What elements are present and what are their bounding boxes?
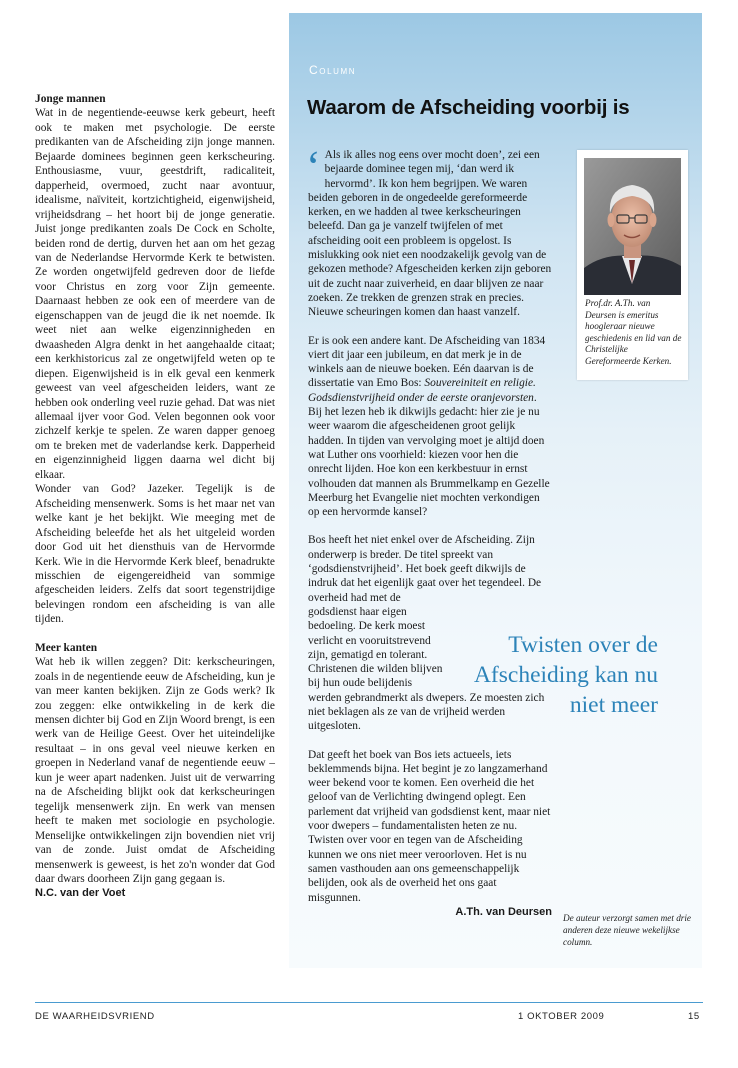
author-photo-card [577,150,688,380]
paragraph: Wat in de negentiende-eeuwse kerk gebeurt, heeft ook te maken met psychologie. De eerste predikanten van de Afscheiding zijn jonge mannen. Bejaarde dominees beginnen geen kerkscheuring. Enthousiasme, vuur, geestdrift, radicaliteit, dapperheid, overmoed, zucht naar avontuur, idealisme, naïviteit, kortzichtigheid, eigenwijsheid, vrijheidsdrang – het hoort bij de jonge generatie. Juist jonge predikanten zoals De Cock en Scholte, beiden rond de dertig, durven het aan om het gezag van de Nederlandse Hervormde Kerk te betwisten. Ze worden ongetwijfeld gedreven door de liefde voor Christus en zorg voor Zijn gemeente. Daarnaast hebben ze ook een of meerdere van de eigenschappen van de jeugd die ik net noemde. Ik weet niet aan welke eigenzinnigheden en dwaasheden Algra denkt in het aangehaalde citaat; een kerkhistoricus zal ze ongetwijfeld weten op te diepen. Eigenwijsheid is in elk geval een kenmerk geweest van veel afgescheiden leiders, want ze hebben ook onderling veel ruzie gehad. Dat was niet allemaal ijver voor God. Velen begonnen ook voor zichzelf kerkje te spelen. Ze waren dapper genoeg om te breken met de vaderlandse kerk. Dapperheid en eigenzinnigheid liggen daarna wel dicht bij elkaar. [35,107,275,481]
footer-divider [35,1002,703,1003]
paragraph-narrow: overheid had met de godsdienst haar eigen bedoeling. De kerk moest verlicht en vooruitstrevend zijn, gematigd en tolerant. Christenen die wilden blijven bij hun oude belijdenis [308,591,443,690]
paragraph-text: . Bij het lezen heb ik dikwijls gedacht: hier zie je nu weer waarom die afgescheidenen groot gelijk hadden. In tijden van vervolging moet je altijd doen wat Luther ons voorhield: kiezen voor hen die onrecht lijden. Hoe kon een kerkbestuur in ernst volhouden dat mannen als Brummelkamp en Gezelle Meerburg het Evangelie niet mochten verkondigen op een hervormde kansel? [308,391,550,519]
section-label: Column [309,63,357,77]
author-signature: A.Th. van Deursen [455,905,552,918]
paragraph-text: Er is ook een andere kant. De Afscheiding van 1834 viert dit jaar een jubileum, en dat merk je in de winkels aan de nieuwe boeken. Eén daarvan is de dissertatie van Emo Bos: [308,334,546,390]
pull-quote: Twisten over de Afscheiding kan nu niet meer [473,632,658,718]
author-signature: N.C. van der Voet [35,887,126,900]
author-note: De auteur verzorgt samen met drie anderen deze nieuwe wekelijkse column. [563,913,692,947]
paragraph: Dat geeft het boek van Bos iets actueels, iets beklemmends bijna. Het begint je zo langzamerhand weer bekend voor te komen. Een overheid die het geloof van de Verlichting dwingend oplegt. Een parlement dat vrijheid van godsdienst kent, maar niet voor dwepers – fundamentalisten heten ze nu. Twisten over voor en tegen van de Afscheiding kunnen we ons niet meer veroorloven. Het is nu samen vasthouden aan ons gemeenschappelijk belijden, ook als de overheid het ons gaat misgunnen. [308,748,551,904]
section-heading: Jonge mannen [35,93,106,105]
paragraph: Wat heb ik willen zeggen? Dit: kerkscheuringen, zoals in de negentiende eeuw de Afscheiding, kun je van meer kanten bekijken. Zijn ze Gods werk? Ik zou zeggen: elke ontwikkeling in de kerk die mensen dichter bij God en Zijn Woord brengt, is een werk van de Heilige Geest. Over het uiteindelijke resultaat – in ons geval veel nieuwe kerken en groepen in Nederland vanaf de negentiende eeuw – kun je weer apart nadenken. Juist uit de verwarring na de Afscheiding blijkt ook dat kerkscheuringen tegelijk mensenwerk zijn. En werk van mensen heeft te maken met sociologie en psychologie. Menselijke ontwikkelingen zijn bovendien niet vrij van de zonde. Juist omdat de Afscheiding mensenwerk is geweest, is het zo'n wonder dat God daar dwars doorheen Zijn gang gegaan is. [35,656,275,886]
article-title: Waarom de Afscheiding voorbij is [307,96,630,119]
author-portrait [584,158,681,295]
paragraph-text: Als ik alles nog eens over mocht doen’, zei een bejaarde dominee tegen mij, ‘dan werd ik hervormd’. Ik kon hem begrijpen. We waren beiden geboren in de ongedeelde gereformeerde kerken, en we hadden al twee kerkscheuringen beleefd. Dan ga je vanzelf twijfelen of met afscheiding ooit een probleem is opgelost. Is mislukking ook niet een noodzakelijk gevolg van de gekozen methode? Afgescheiden kerken zijn geboren uit de zucht naar zuiverheid, en daar blijven ze naar zoeken. Ze trekken de grenzen strak en precies. Nieuwe scheuringen komen dan haast vanzelf. [308,149,552,319]
paragraph [306,142,552,320]
left-article [35,92,275,901]
paragraph: Bos heeft het niet enkel over de Afscheiding. Zijn onderwerp is breder. De titel spreekt van ‘godsdienstvrijheid’. Het boek geeft dikwijls de indruk dat het eigenlijk gaat over het tegendeel. De [308,534,542,590]
paragraph: Wonder van God? Jazeker. Tegelijk is de Afscheiding mensenwerk. Soms is het maar net van welke kant je het bekijkt. Wie meeging met de Afscheiding beleefde het als het uitgeleid worden door God uit het diensthuis van de Hervormde Kerk. Wie in die Hervormde Kerk bleef, benadrukte misschien de eigengereidheid van sommige afgescheiden leiders. Zelfs dat soort tegenstrijdige belevingen rondom een afscheiding is van alle tijden. [35,483,275,626]
column-body [306,142,552,919]
drop-quote-mark: ‘ [306,142,321,191]
paragraph [308,334,552,520]
issue-date: 1 OKTOBER 2009 [518,1011,605,1022]
book-title: Souvereiniteit en religie. Godsdienstvrijheid onder de eerste oranjevorsten [308,377,536,404]
page-number: 15 [688,1011,700,1022]
paragraph: werden gebrandmerkt als dwepers. Ze moesten zich niet beklagen als ze van de vrijheid werden uitgesloten. [308,691,545,733]
publication-name: DE WAARHEIDSVRIEND [35,1011,155,1022]
photo-caption: Prof.dr. A.Th. van Deursen is emeritus hoogleraar nieuwe geschiedenis en lid van de Christelijke Gereformeerde Kerken. [585,298,682,366]
section-heading: Meer kanten [35,641,98,654]
